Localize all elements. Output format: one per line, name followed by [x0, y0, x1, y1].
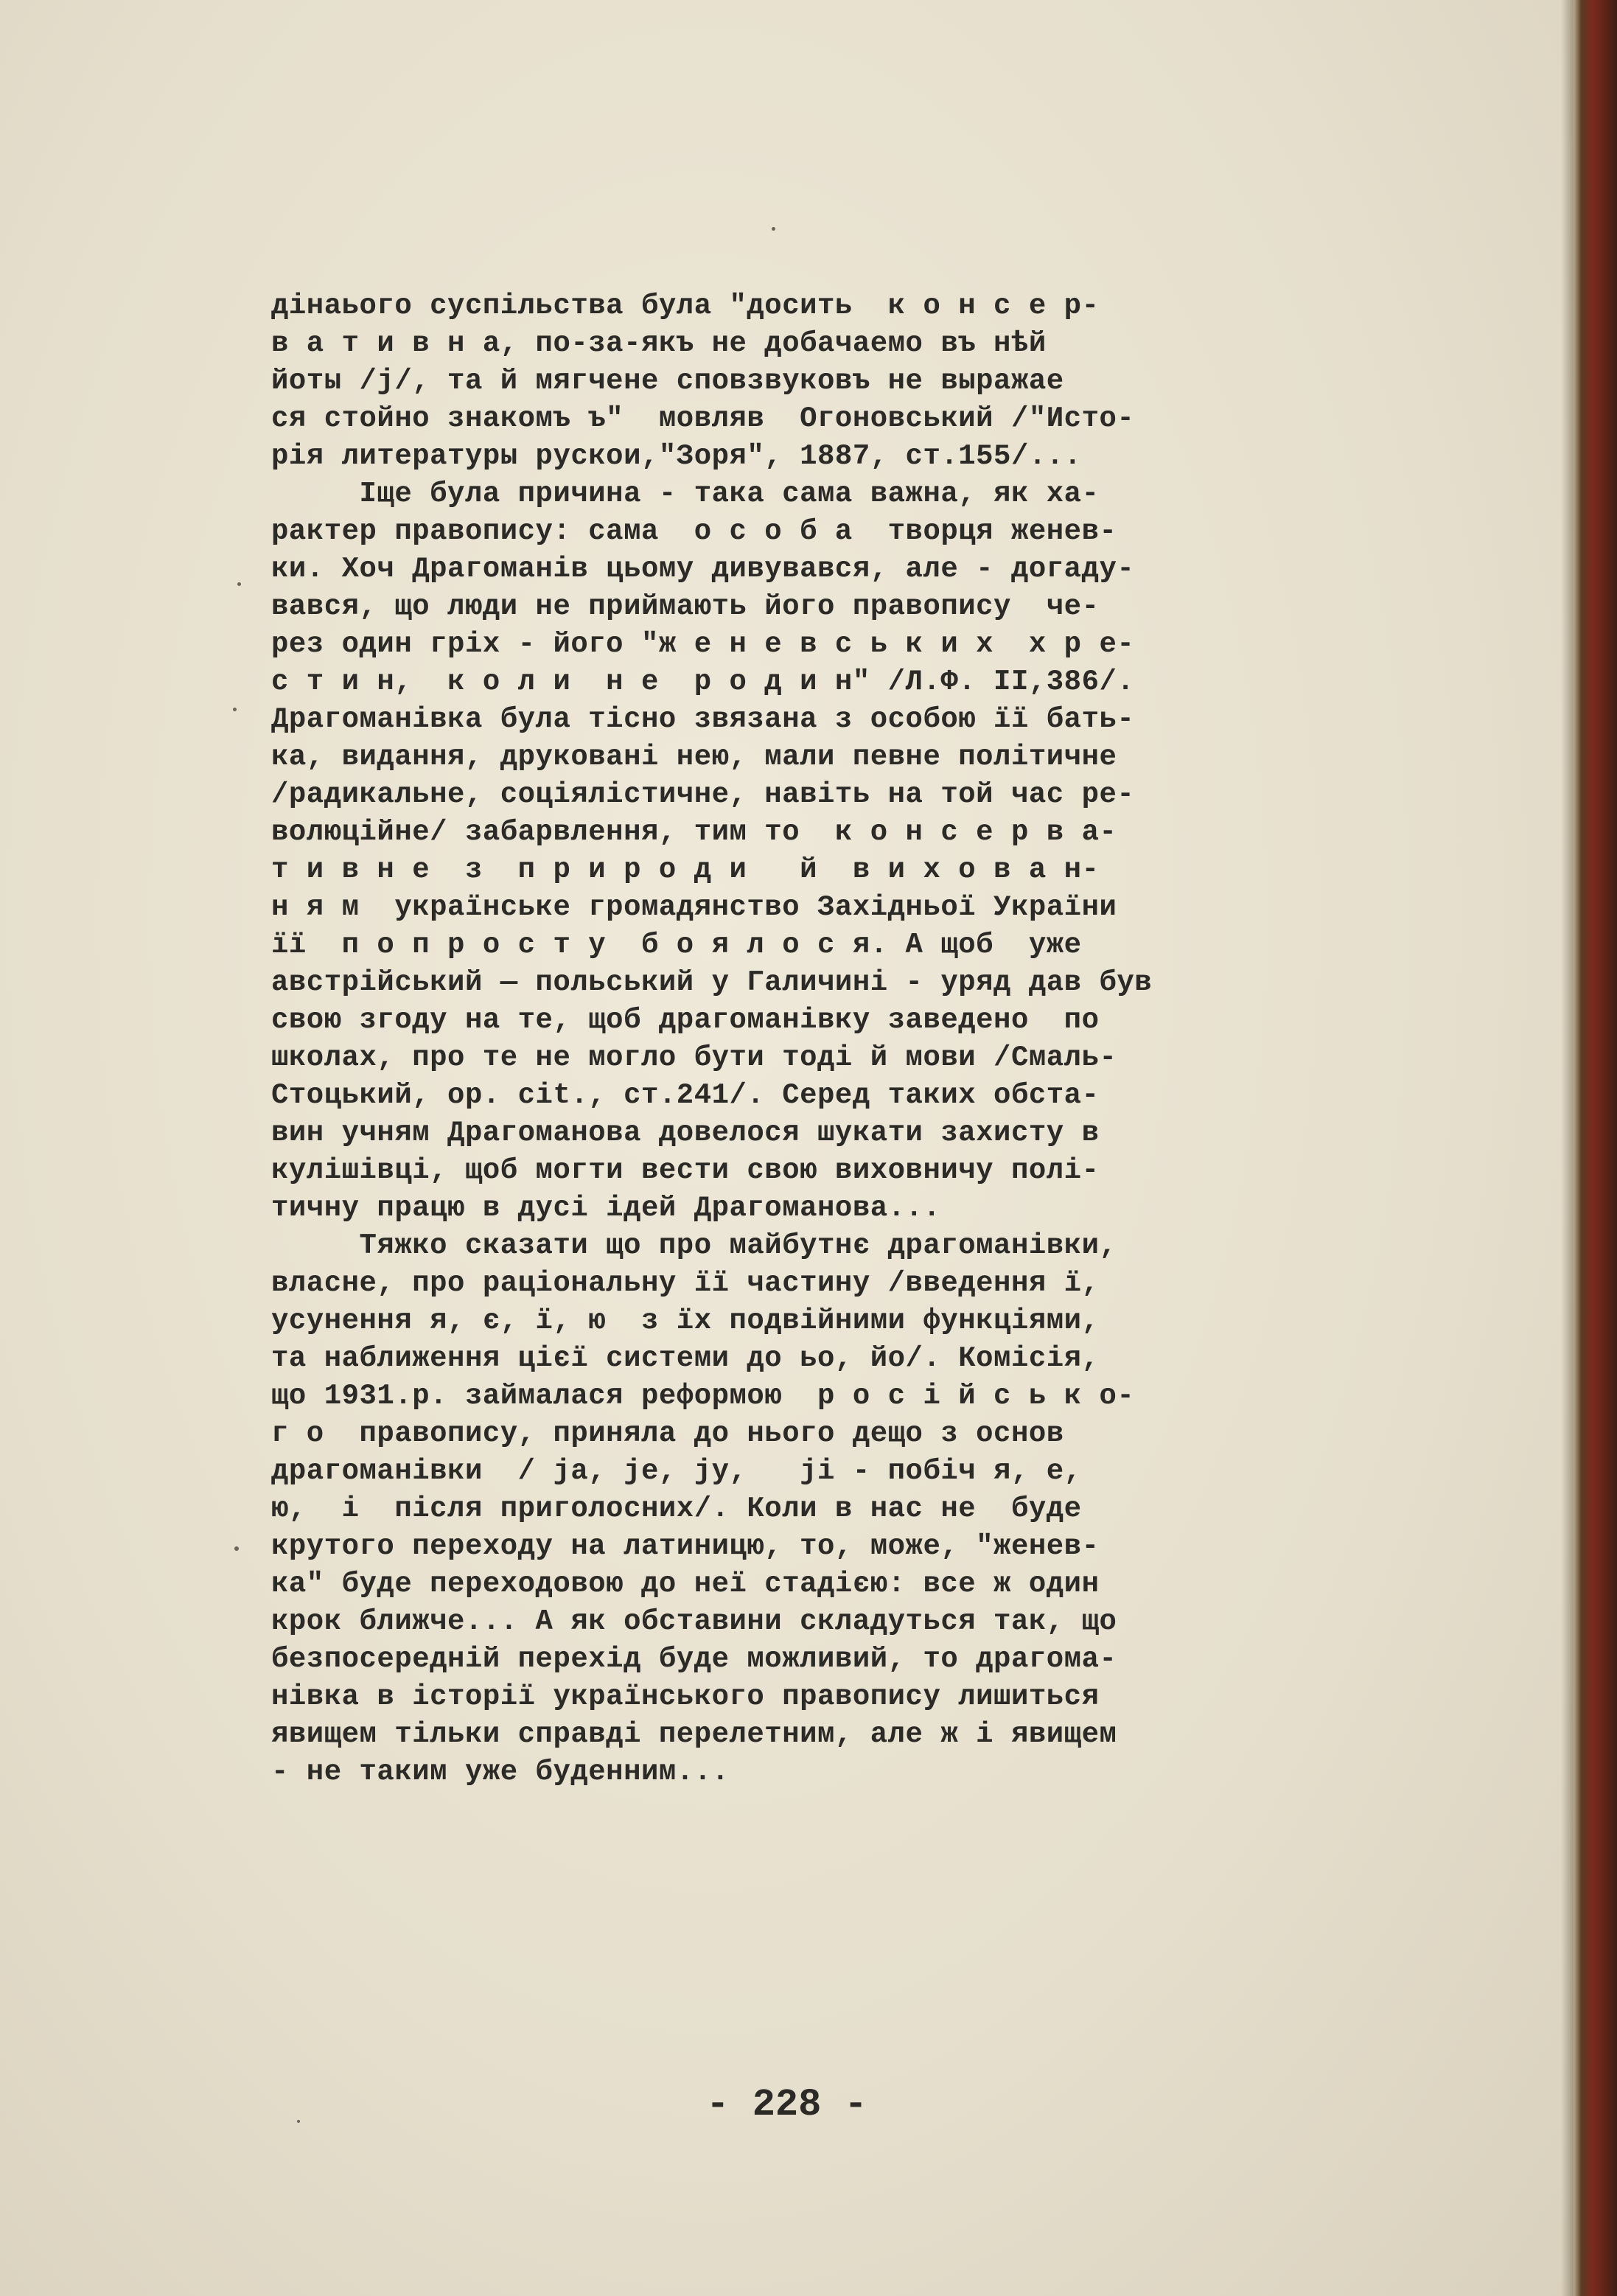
- text-line: /радикальне, соціялістичне, навіть на той час ре-: [271, 778, 1135, 811]
- paper-speck: [234, 1546, 239, 1551]
- paper-speck: [237, 582, 241, 586]
- text-line: рактер правопису: сама о с о б а творця женев-: [271, 515, 1117, 548]
- page-edge-shadow: [1561, 0, 1574, 2296]
- text-line: с т и н, к о л и н е р о д и н" /Л.Ф. II,386/.: [271, 666, 1135, 698]
- text-line: вався, що люди не приймають його правопису че-: [271, 590, 1100, 623]
- text-line: школах, про те не могло бути тоді й мови /Смаль-: [271, 1041, 1117, 1074]
- text-line: н я м українське громадянство Західньої України: [271, 891, 1117, 924]
- text-line: дінаього суспільства була "досить к о н с е р-: [271, 290, 1100, 322]
- text-line: г о правопису, приняла до нього дещо з основ: [271, 1417, 1064, 1450]
- text-line: крутого переходу на латиницю, то, може, "женев-: [271, 1530, 1100, 1563]
- text-line: ки. Хоч Драгоманів цьому дивувався, але - догаду-: [271, 553, 1135, 585]
- text-line: рія литературы рускои,"Зоря", 1887, ст.155/...: [271, 440, 1082, 472]
- text-line: т и в н е з п р и р о д и й в и х о в а н-: [271, 854, 1100, 886]
- text-line: та наближення цієї системи до ьо, йо/. Комісія,: [271, 1342, 1100, 1375]
- text-line: тичну працю в дусі ідей Драгоманова...: [271, 1192, 941, 1224]
- text-line: - не таким уже буденним...: [271, 1756, 730, 1788]
- text-line: австрійський — польський у Галичині - уряд дав був: [271, 966, 1153, 999]
- text-line: ка, видання, друковані нею, мали певне політичне: [271, 741, 1117, 773]
- text-line: що 1931.р. займалася реформою р о с і й с ь к о-: [271, 1380, 1135, 1412]
- text-line: крок ближче... А як обставини складуться так, що: [271, 1605, 1117, 1638]
- text-line: безпосередній перехід буде можливий, то драгома-: [271, 1643, 1117, 1675]
- paper-speck: [233, 708, 237, 711]
- text-line: Тяжко сказати що про майбутнє драгоманівки,: [271, 1229, 1117, 1262]
- text-line: ю, і після приголосних/. Коли в нас не буде: [271, 1493, 1082, 1525]
- body-text: [271, 287, 1465, 1791]
- text-line: рез один гріх - його "ж е н е в с ь к и х х р е-: [271, 628, 1135, 660]
- text-line: кулішівці, щоб могти вести свою виховничу полі-: [271, 1154, 1100, 1187]
- paper-speck: [297, 2120, 300, 2123]
- page-number: - 228 -: [706, 2083, 867, 2126]
- text-line: її п о п р о с т у б о я л о с я. А щоб уже: [271, 929, 1082, 961]
- text-line: нівка в історії українського правопису лишиться: [271, 1681, 1100, 1713]
- text-line: явищем тільки справді перелетним, але ж і явищем: [271, 1718, 1117, 1751]
- text-line: вин учням Драгоманова довелося шукати захисту в: [271, 1117, 1100, 1149]
- text-line: ся стойно знакомъ ъ" мовляв Огоновський /"Исто-: [271, 402, 1135, 435]
- text-line: ка" буде переходовою до неї стадією: все ж один: [271, 1568, 1100, 1600]
- text-line: власне, про раціональну її частину /введення ї,: [271, 1267, 1100, 1299]
- text-line: йоты /ј/, та й мягчене сповзвуковъ не выражае: [271, 365, 1064, 397]
- text-line: волюційне/ забарвлення, тим то к о н с е р в а-: [271, 816, 1117, 848]
- text-line: драгоманівки / ја, је, ју, јі - побіч я, е,: [271, 1455, 1082, 1487]
- text-line: в а т и в н а, по-за-якъ не добачаемо въ нѣй: [271, 327, 1047, 360]
- paper-speck: [772, 227, 775, 231]
- text-line: свою згоду на те, щоб драгоманівку заведено по: [271, 1004, 1100, 1036]
- book-binding: [1574, 0, 1617, 2296]
- text-line: Іще була причина - така сама важна, як ха-: [271, 478, 1100, 510]
- text-line: Стоцький, op. cit., ст.241/. Серед таких обста-: [271, 1079, 1100, 1112]
- text-line: Драгоманівка була тісно звязана з особою її бать-: [271, 703, 1135, 736]
- text-line: усунення я, є, ї, ю з їх подвійними функціями,: [271, 1305, 1100, 1337]
